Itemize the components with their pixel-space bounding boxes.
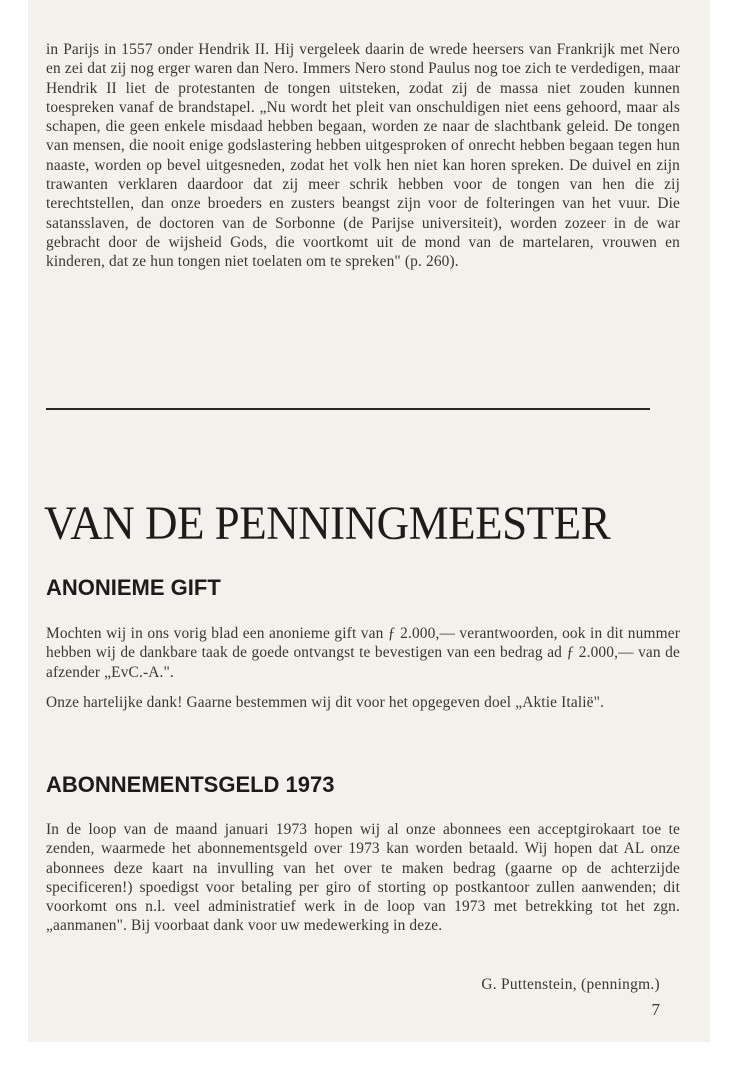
section-divider <box>46 408 650 410</box>
subscription-paragraph: In de loop van de maand januari 1973 hopen wij al onze abonnees een acceptgirokaart toe te zenden, waarmede het abonnementsgeld over 1973 kan worden betaald. Wij hopen dat AL onze abonnees deze kaart na invulling van het over te maken bedrag (gaarne op de achterzijde specificeren!) spoedigst voor betaling per giro of storting op postkantoor zullen aanwenden; dit voorkomt ons n.l. veel administratief werk in de loop van 1973 met betrekking tot het zgn. „aanmanen". Bij voorbaat dank voor uw medewerking in deze. <box>46 821 680 935</box>
gift-paragraph-2: Onze hartelijke dank! Gaarne bestemmen wij dit voor het opgegeven doel „Aktie Italië". <box>46 694 605 711</box>
gift-paragraph-1: Mochten wij in ons vorig blad een anonieme gift van ƒ 2.000,— verantwoorden, ook in dit nummer hebben wij de dankbare taak de goede ontvangst te bevestigen van een bedrag ad ƒ 2.000,— van de afzender „EvC.-A.". <box>46 625 680 681</box>
intro-paragraph: in Parijs in 1557 onder Hendrik II. Hij vergeleek daarin de wrede heersers van Frankrijk met Nero en zei dat zij nog erger waren dan Nero. Immers Nero stond Paulus nog toe zich te verdedigen, maar Hendrik II liet de protestanten de tongen uitsteken, zodat zij de massa niet zouden kunnen toespreken vanaf de brandstapel. „Nu wordt het pleit van onschuldigen niet eens gehoord, maar als schapen, die geen enkele misdaad hebben begaan, worden ze naar de slachtbank geleid. De tongen van mensen, die nooit enige godslastering hebben uitgesproken of onrecht hebben begaan tegen hun naaste, worden op bevel uitgesneden, zodat het volk hen niet kan horen spreken. De duivel en zijn trawanten verklaren daardoor dat zij meer schrik hebben voor de tongen van hen die zij terechtstellen, dan onze broeders en zusters beangst zijn voor de folteringen van het vuur. Die satansslaven, de doctoren van de Sorbonne (de Parijse universiteit), worden zozeer in de war gebracht door de wijsheid Gods, die voortkomt uit de mond van de martelaren, vrouwen en kinderen, dat ze hun tongen niet toelaten om te spreken" (p. 260). <box>46 41 680 271</box>
gift-heading: ANONIEME GIFT <box>46 575 221 600</box>
magazine-page <box>28 0 710 1042</box>
subscription-heading: ABONNEMENTSGELD 1973 <box>46 772 335 797</box>
signature: G. Puttenstein, (penningm.) <box>481 976 660 993</box>
page-number: 7 <box>651 1000 660 1019</box>
section-title: VAN DE PENNINGMEESTER <box>44 497 611 550</box>
